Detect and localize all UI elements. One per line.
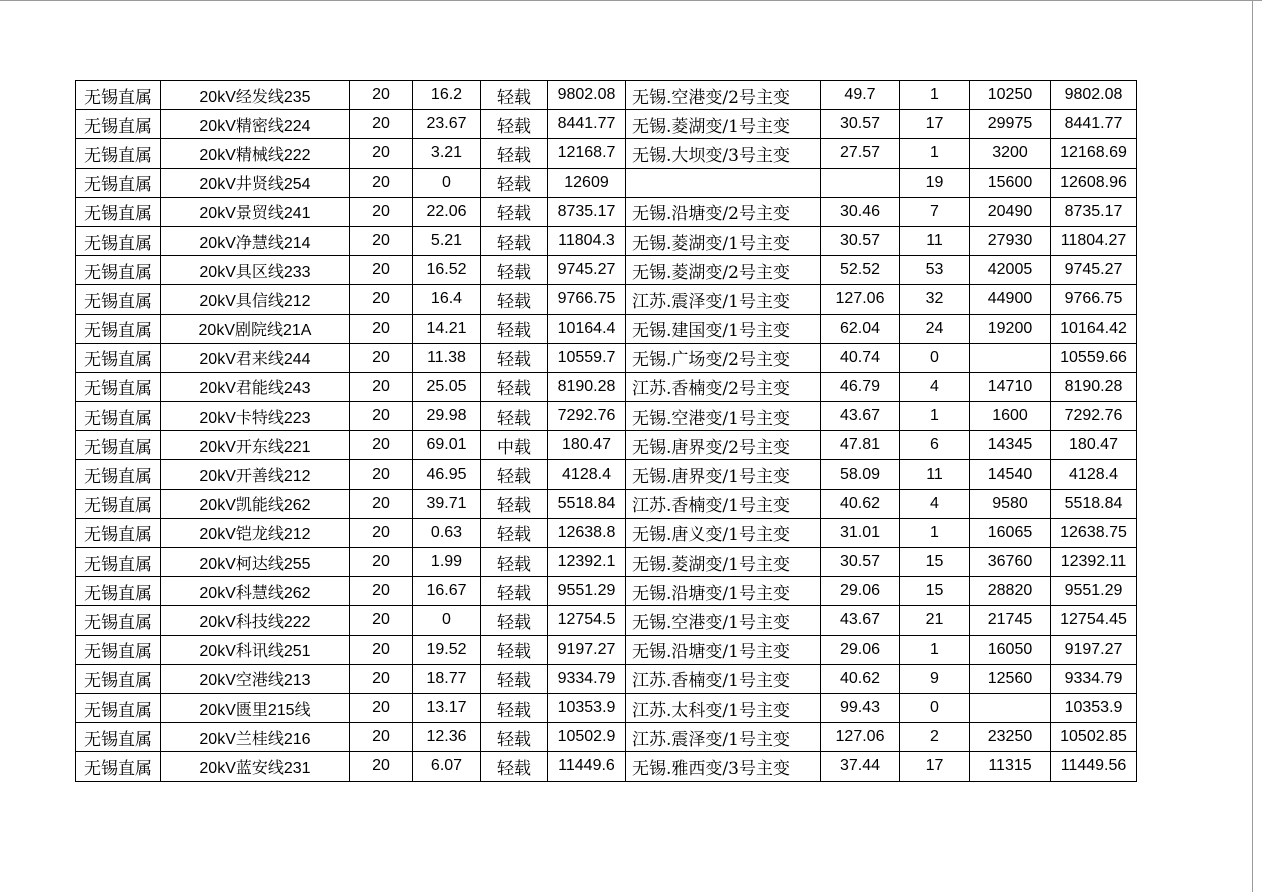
- load-status-cell[interactable]: 轻载: [481, 168, 548, 197]
- line-name-cell[interactable]: 20kV蓝安线231: [161, 752, 350, 781]
- line-name-cell[interactable]: 20kV开东线221: [161, 431, 350, 460]
- unit-cell[interactable]: 无锡直属: [76, 343, 161, 372]
- load-rate-cell[interactable]: 16.67: [413, 577, 481, 606]
- load-rate-cell[interactable]: 5.21: [413, 226, 481, 255]
- voltage-cell[interactable]: 20: [350, 489, 413, 518]
- load-status-cell[interactable]: 轻载: [481, 343, 548, 372]
- capacity-cell[interactable]: [970, 693, 1051, 722]
- voltage-cell[interactable]: 20: [350, 402, 413, 431]
- user-count-cell[interactable]: 11: [900, 226, 970, 255]
- margin-cell[interactable]: 10559.7: [548, 343, 626, 372]
- capacity-cell[interactable]: 36760: [970, 548, 1051, 577]
- user-count-cell[interactable]: 1: [900, 518, 970, 547]
- user-count-cell[interactable]: 19: [900, 168, 970, 197]
- load-rate-cell[interactable]: 18.77: [413, 664, 481, 693]
- voltage-cell[interactable]: 20: [350, 343, 413, 372]
- available-capacity-cell[interactable]: 12608.96: [1051, 168, 1137, 197]
- line-name-cell[interactable]: 20kV开善线212: [161, 460, 350, 489]
- capacity-cell[interactable]: 14540: [970, 460, 1051, 489]
- table-row: [76, 664, 1137, 693]
- user-count-cell[interactable]: 1: [900, 81, 970, 110]
- transformer-load-cell[interactable]: 43.67: [821, 402, 900, 431]
- transformer-load-cell[interactable]: 40.62: [821, 489, 900, 518]
- available-capacity-cell[interactable]: 9745.27: [1051, 256, 1137, 285]
- table-row: [76, 110, 1137, 139]
- voltage-cell[interactable]: 20: [350, 693, 413, 722]
- load-rate-cell[interactable]: 23.67: [413, 110, 481, 139]
- load-status-cell[interactable]: 轻载: [481, 139, 548, 168]
- margin-cell[interactable]: 4128.4: [548, 460, 626, 489]
- voltage-cell[interactable]: 20: [350, 431, 413, 460]
- voltage-cell[interactable]: 20: [350, 460, 413, 489]
- feeder-load-table: [75, 80, 1137, 782]
- unit-cell[interactable]: 无锡直属: [76, 548, 161, 577]
- available-capacity-cell[interactable]: 12168.69: [1051, 139, 1137, 168]
- margin-cell[interactable]: 10353.9: [548, 693, 626, 722]
- transformer-cell[interactable]: 无锡.沿塘变/1号主变: [626, 635, 821, 664]
- line-name-cell[interactable]: 20kV空港线213: [161, 664, 350, 693]
- line-name-cell[interactable]: 20kV君来线244: [161, 343, 350, 372]
- table-row: [76, 285, 1137, 314]
- user-count-cell[interactable]: 17: [900, 110, 970, 139]
- voltage-cell[interactable]: 20: [350, 548, 413, 577]
- capacity-cell[interactable]: 19200: [970, 314, 1051, 343]
- voltage-cell[interactable]: 20: [350, 168, 413, 197]
- load-rate-cell[interactable]: 0: [413, 606, 481, 635]
- transformer-cell[interactable]: 江苏.香楠变/1号主变: [626, 489, 821, 518]
- transformer-load-cell[interactable]: 127.06: [821, 723, 900, 752]
- transformer-load-cell[interactable]: 40.62: [821, 664, 900, 693]
- available-capacity-cell[interactable]: 9766.75: [1051, 285, 1137, 314]
- available-capacity-cell[interactable]: 10502.85: [1051, 723, 1137, 752]
- voltage-cell[interactable]: 20: [350, 606, 413, 635]
- load-status-cell[interactable]: 轻载: [481, 664, 548, 693]
- table-body: [76, 81, 1137, 782]
- user-count-cell[interactable]: 1: [900, 402, 970, 431]
- unit-cell[interactable]: 无锡直属: [76, 723, 161, 752]
- load-rate-cell[interactable]: 46.95: [413, 460, 481, 489]
- line-name-cell[interactable]: 20kV柯达线255: [161, 548, 350, 577]
- transformer-cell[interactable]: 无锡.空港变/1号主变: [626, 606, 821, 635]
- load-rate-cell[interactable]: 25.05: [413, 372, 481, 401]
- margin-cell[interactable]: 9766.75: [548, 285, 626, 314]
- available-capacity-cell[interactable]: 12638.75: [1051, 518, 1137, 547]
- load-status-cell[interactable]: 轻载: [481, 402, 548, 431]
- line-name-cell[interactable]: 20kV精械线222: [161, 139, 350, 168]
- line-name-cell[interactable]: 20kV剧院线21A: [161, 314, 350, 343]
- unit-cell[interactable]: 无锡直属: [76, 285, 161, 314]
- capacity-cell[interactable]: 28820: [970, 577, 1051, 606]
- load-status-cell[interactable]: 轻载: [481, 314, 548, 343]
- transformer-load-cell[interactable]: 62.04: [821, 314, 900, 343]
- margin-cell[interactable]: 9334.79: [548, 664, 626, 693]
- table-row: [76, 226, 1137, 255]
- margin-cell[interactable]: 8441.77: [548, 110, 626, 139]
- line-name-cell[interactable]: 20kV铠龙线212: [161, 518, 350, 547]
- capacity-cell[interactable]: 44900: [970, 285, 1051, 314]
- transformer-cell[interactable]: 无锡.唐界变/1号主变: [626, 460, 821, 489]
- voltage-cell[interactable]: 20: [350, 81, 413, 110]
- unit-cell[interactable]: 无锡直属: [76, 197, 161, 226]
- capacity-cell[interactable]: 21745: [970, 606, 1051, 635]
- capacity-cell[interactable]: 27930: [970, 226, 1051, 255]
- load-rate-cell[interactable]: 11.38: [413, 343, 481, 372]
- load-rate-cell[interactable]: 0: [413, 168, 481, 197]
- page-right-border: [1252, 0, 1253, 892]
- user-count-cell[interactable]: 1: [900, 635, 970, 664]
- user-count-cell[interactable]: 9: [900, 664, 970, 693]
- load-rate-cell[interactable]: 29.98: [413, 402, 481, 431]
- transformer-cell[interactable]: [626, 168, 821, 197]
- load-rate-cell[interactable]: 13.17: [413, 693, 481, 722]
- available-capacity-cell[interactable]: 10559.66: [1051, 343, 1137, 372]
- unit-cell[interactable]: 无锡直属: [76, 635, 161, 664]
- available-capacity-cell[interactable]: 8441.77: [1051, 110, 1137, 139]
- unit-cell[interactable]: 无锡直属: [76, 460, 161, 489]
- margin-cell[interactable]: 12754.5: [548, 606, 626, 635]
- unit-cell[interactable]: 无锡直属: [76, 139, 161, 168]
- load-status-cell[interactable]: 轻载: [481, 81, 548, 110]
- table-row: [76, 168, 1137, 197]
- margin-cell[interactable]: 12168.7: [548, 139, 626, 168]
- load-rate-cell[interactable]: 1.99: [413, 548, 481, 577]
- voltage-cell[interactable]: 20: [350, 577, 413, 606]
- page-top-border: [0, 0, 1262, 1]
- capacity-cell[interactable]: 14710: [970, 372, 1051, 401]
- margin-cell[interactable]: 9551.29: [548, 577, 626, 606]
- voltage-cell[interactable]: 20: [350, 314, 413, 343]
- margin-cell[interactable]: 10164.4: [548, 314, 626, 343]
- load-status-cell[interactable]: 轻载: [481, 285, 548, 314]
- load-status-cell[interactable]: 轻载: [481, 752, 548, 781]
- margin-cell[interactable]: 12609: [548, 168, 626, 197]
- transformer-cell[interactable]: 无锡.雅西变/3号主变: [626, 752, 821, 781]
- user-count-cell[interactable]: 0: [900, 343, 970, 372]
- available-capacity-cell[interactable]: 9334.79: [1051, 664, 1137, 693]
- user-count-cell[interactable]: 2: [900, 723, 970, 752]
- table-row: [76, 635, 1137, 664]
- transformer-load-cell[interactable]: 29.06: [821, 577, 900, 606]
- transformer-load-cell[interactable]: 46.79: [821, 372, 900, 401]
- load-rate-cell[interactable]: 69.01: [413, 431, 481, 460]
- available-capacity-cell[interactable]: 12754.45: [1051, 606, 1137, 635]
- transformer-load-cell[interactable]: 30.46: [821, 197, 900, 226]
- transformer-cell[interactable]: 无锡.唐界变/2号主变: [626, 431, 821, 460]
- transformer-cell[interactable]: 无锡.空港变/1号主变: [626, 402, 821, 431]
- capacity-cell[interactable]: 20490: [970, 197, 1051, 226]
- transformer-cell[interactable]: 无锡.菱湖变/1号主变: [626, 548, 821, 577]
- available-capacity-cell[interactable]: 9802.08: [1051, 81, 1137, 110]
- transformer-load-cell[interactable]: 40.74: [821, 343, 900, 372]
- voltage-cell[interactable]: 20: [350, 226, 413, 255]
- voltage-cell[interactable]: 20: [350, 664, 413, 693]
- capacity-cell[interactable]: 23250: [970, 723, 1051, 752]
- margin-cell[interactable]: 12638.8: [548, 518, 626, 547]
- available-capacity-cell[interactable]: 4128.4: [1051, 460, 1137, 489]
- capacity-cell[interactable]: 15600: [970, 168, 1051, 197]
- margin-cell[interactable]: 9802.08: [548, 81, 626, 110]
- table-row: [76, 402, 1137, 431]
- table-row: [76, 489, 1137, 518]
- transformer-cell[interactable]: 无锡.菱湖变/2号主变: [626, 256, 821, 285]
- unit-cell[interactable]: 无锡直属: [76, 489, 161, 518]
- load-rate-cell[interactable]: 12.36: [413, 723, 481, 752]
- transformer-cell[interactable]: 无锡.空港变/2号主变: [626, 81, 821, 110]
- transformer-load-cell[interactable]: 29.06: [821, 635, 900, 664]
- load-rate-cell[interactable]: 16.4: [413, 285, 481, 314]
- capacity-cell[interactable]: 16050: [970, 635, 1051, 664]
- load-status-cell[interactable]: 轻载: [481, 372, 548, 401]
- load-status-cell[interactable]: 轻载: [481, 606, 548, 635]
- load-status-cell[interactable]: 轻载: [481, 256, 548, 285]
- unit-cell[interactable]: 无锡直属: [76, 168, 161, 197]
- load-status-cell[interactable]: 轻载: [481, 460, 548, 489]
- load-rate-cell[interactable]: 6.07: [413, 752, 481, 781]
- available-capacity-cell[interactable]: 8190.28: [1051, 372, 1137, 401]
- voltage-cell[interactable]: 20: [350, 518, 413, 547]
- margin-cell[interactable]: 9197.27: [548, 635, 626, 664]
- line-name-cell[interactable]: 20kV科技线222: [161, 606, 350, 635]
- margin-cell[interactable]: 10502.9: [548, 723, 626, 752]
- line-name-cell[interactable]: 20kV经发线235: [161, 81, 350, 110]
- capacity-cell[interactable]: 14345: [970, 431, 1051, 460]
- table-row: [76, 431, 1137, 460]
- line-name-cell[interactable]: 20kV兰桂线216: [161, 723, 350, 752]
- unit-cell[interactable]: 无锡直属: [76, 256, 161, 285]
- load-status-cell[interactable]: 轻载: [481, 723, 548, 752]
- voltage-cell[interactable]: 20: [350, 372, 413, 401]
- transformer-load-cell[interactable]: 27.57: [821, 139, 900, 168]
- unit-cell[interactable]: 无锡直属: [76, 402, 161, 431]
- margin-cell[interactable]: 9745.27: [548, 256, 626, 285]
- capacity-cell[interactable]: 3200: [970, 139, 1051, 168]
- unit-cell[interactable]: 无锡直属: [76, 372, 161, 401]
- load-status-cell[interactable]: 轻载: [481, 197, 548, 226]
- available-capacity-cell[interactable]: 9197.27: [1051, 635, 1137, 664]
- transformer-load-cell[interactable]: 127.06: [821, 285, 900, 314]
- line-name-cell[interactable]: 20kV匮里215线: [161, 693, 350, 722]
- unit-cell[interactable]: 无锡直属: [76, 577, 161, 606]
- load-rate-cell[interactable]: 14.21: [413, 314, 481, 343]
- transformer-cell[interactable]: 江苏.香楠变/1号主变: [626, 664, 821, 693]
- table-row: [76, 577, 1137, 606]
- unit-cell[interactable]: 无锡直属: [76, 752, 161, 781]
- capacity-cell[interactable]: 11315: [970, 752, 1051, 781]
- transformer-cell[interactable]: 无锡.大坝变/3号主变: [626, 139, 821, 168]
- transformer-load-cell[interactable]: 31.01: [821, 518, 900, 547]
- transformer-cell[interactable]: 无锡.菱湖变/1号主变: [626, 110, 821, 139]
- unit-cell[interactable]: 无锡直属: [76, 693, 161, 722]
- transformer-load-cell[interactable]: 37.44: [821, 752, 900, 781]
- user-count-cell[interactable]: 24: [900, 314, 970, 343]
- transformer-cell[interactable]: 无锡.沿塘变/2号主变: [626, 197, 821, 226]
- unit-cell[interactable]: 无锡直属: [76, 518, 161, 547]
- transformer-load-cell[interactable]: 49.7: [821, 81, 900, 110]
- user-count-cell[interactable]: 15: [900, 577, 970, 606]
- transformer-load-cell[interactable]: 30.57: [821, 548, 900, 577]
- voltage-cell[interactable]: 20: [350, 635, 413, 664]
- line-name-cell[interactable]: 20kV凯能线262: [161, 489, 350, 518]
- available-capacity-cell[interactable]: 10164.42: [1051, 314, 1137, 343]
- table-row: [76, 518, 1137, 547]
- table-row: [76, 139, 1137, 168]
- unit-cell[interactable]: 无锡直属: [76, 664, 161, 693]
- transformer-load-cell[interactable]: 30.57: [821, 226, 900, 255]
- transformer-load-cell[interactable]: 30.57: [821, 110, 900, 139]
- available-capacity-cell[interactable]: 12392.11: [1051, 548, 1137, 577]
- line-name-cell[interactable]: 20kV井贤线254: [161, 168, 350, 197]
- transformer-cell[interactable]: 无锡.唐义变/1号主变: [626, 518, 821, 547]
- available-capacity-cell[interactable]: 5518.84: [1051, 489, 1137, 518]
- user-count-cell[interactable]: 1: [900, 139, 970, 168]
- table-row: [76, 723, 1137, 752]
- user-count-cell[interactable]: 32: [900, 285, 970, 314]
- transformer-load-cell[interactable]: 47.81: [821, 431, 900, 460]
- load-rate-cell[interactable]: 16.52: [413, 256, 481, 285]
- table-row: [76, 606, 1137, 635]
- line-name-cell[interactable]: 20kV具区线233: [161, 256, 350, 285]
- unit-cell[interactable]: 无锡直属: [76, 314, 161, 343]
- user-count-cell[interactable]: 21: [900, 606, 970, 635]
- margin-cell[interactable]: 12392.1: [548, 548, 626, 577]
- available-capacity-cell[interactable]: 11804.27: [1051, 226, 1137, 255]
- capacity-cell[interactable]: 1600: [970, 402, 1051, 431]
- margin-cell[interactable]: 11804.3: [548, 226, 626, 255]
- load-rate-cell[interactable]: 16.2: [413, 81, 481, 110]
- line-name-cell[interactable]: 20kV精密线224: [161, 110, 350, 139]
- voltage-cell[interactable]: 20: [350, 723, 413, 752]
- line-name-cell[interactable]: 20kV净慧线214: [161, 226, 350, 255]
- available-capacity-cell[interactable]: 8735.17: [1051, 197, 1137, 226]
- user-count-cell[interactable]: 15: [900, 548, 970, 577]
- transformer-load-cell[interactable]: 52.52: [821, 256, 900, 285]
- load-status-cell[interactable]: 轻载: [481, 635, 548, 664]
- voltage-cell[interactable]: 20: [350, 256, 413, 285]
- capacity-cell[interactable]: 16065: [970, 518, 1051, 547]
- line-name-cell[interactable]: 20kV具信线212: [161, 285, 350, 314]
- load-status-cell[interactable]: 轻载: [481, 489, 548, 518]
- load-status-cell[interactable]: 轻载: [481, 548, 548, 577]
- table-row: [76, 693, 1137, 722]
- unit-cell[interactable]: 无锡直属: [76, 81, 161, 110]
- load-status-cell[interactable]: 轻载: [481, 693, 548, 722]
- user-count-cell[interactable]: 4: [900, 372, 970, 401]
- capacity-cell[interactable]: 29975: [970, 110, 1051, 139]
- available-capacity-cell[interactable]: 11449.56: [1051, 752, 1137, 781]
- table-row: [76, 752, 1137, 781]
- transformer-cell[interactable]: 江苏.香楠变/2号主变: [626, 372, 821, 401]
- capacity-cell[interactable]: 10250: [970, 81, 1051, 110]
- capacity-cell[interactable]: 12560: [970, 664, 1051, 693]
- load-status-cell[interactable]: 轻载: [481, 110, 548, 139]
- table-row: [76, 197, 1137, 226]
- transformer-load-cell[interactable]: 99.43: [821, 693, 900, 722]
- line-name-cell[interactable]: 20kV君能线243: [161, 372, 350, 401]
- margin-cell[interactable]: 11449.6: [548, 752, 626, 781]
- voltage-cell[interactable]: 20: [350, 139, 413, 168]
- transformer-load-cell[interactable]: 58.09: [821, 460, 900, 489]
- voltage-cell[interactable]: 20: [350, 110, 413, 139]
- unit-cell[interactable]: 无锡直属: [76, 606, 161, 635]
- unit-cell[interactable]: 无锡直属: [76, 431, 161, 460]
- load-rate-cell[interactable]: 3.21: [413, 139, 481, 168]
- table-row: [76, 548, 1137, 577]
- transformer-cell[interactable]: 无锡.沿塘变/1号主变: [626, 577, 821, 606]
- user-count-cell[interactable]: 11: [900, 460, 970, 489]
- voltage-cell[interactable]: 20: [350, 285, 413, 314]
- load-rate-cell[interactable]: 0.63: [413, 518, 481, 547]
- user-count-cell[interactable]: 4: [900, 489, 970, 518]
- transformer-cell[interactable]: 无锡.菱湖变/1号主变: [626, 226, 821, 255]
- transformer-load-cell[interactable]: [821, 168, 900, 197]
- line-name-cell[interactable]: 20kV科讯线251: [161, 635, 350, 664]
- table-row: [76, 460, 1137, 489]
- table-row: [76, 314, 1137, 343]
- margin-cell[interactable]: 180.47: [548, 431, 626, 460]
- load-status-cell[interactable]: 轻载: [481, 577, 548, 606]
- unit-cell[interactable]: 无锡直属: [76, 226, 161, 255]
- voltage-cell[interactable]: 20: [350, 752, 413, 781]
- available-capacity-cell[interactable]: 10353.9: [1051, 693, 1137, 722]
- transformer-cell[interactable]: 无锡.建国变/1号主变: [626, 314, 821, 343]
- load-status-cell[interactable]: 轻载: [481, 518, 548, 547]
- table-row: [76, 81, 1137, 110]
- margin-cell[interactable]: 8190.28: [548, 372, 626, 401]
- available-capacity-cell[interactable]: 180.47: [1051, 431, 1137, 460]
- line-name-cell[interactable]: 20kV景贸线241: [161, 197, 350, 226]
- load-status-cell[interactable]: 轻载: [481, 226, 548, 255]
- capacity-cell[interactable]: [970, 343, 1051, 372]
- user-count-cell[interactable]: 0: [900, 693, 970, 722]
- table-row: [76, 343, 1137, 372]
- capacity-cell[interactable]: 9580: [970, 489, 1051, 518]
- table-row: [76, 256, 1137, 285]
- user-count-cell[interactable]: 6: [900, 431, 970, 460]
- capacity-cell[interactable]: 42005: [970, 256, 1051, 285]
- transformer-cell[interactable]: 江苏.太科变/1号主变: [626, 693, 821, 722]
- load-rate-cell[interactable]: 22.06: [413, 197, 481, 226]
- load-status-cell[interactable]: 中载: [481, 431, 548, 460]
- load-rate-cell[interactable]: 19.52: [413, 635, 481, 664]
- available-capacity-cell[interactable]: 9551.29: [1051, 577, 1137, 606]
- transformer-cell[interactable]: 江苏.震泽变/1号主变: [626, 723, 821, 752]
- line-name-cell[interactable]: 20kV卡特线223: [161, 402, 350, 431]
- margin-cell[interactable]: 5518.84: [548, 489, 626, 518]
- user-count-cell[interactable]: 53: [900, 256, 970, 285]
- transformer-load-cell[interactable]: 43.67: [821, 606, 900, 635]
- unit-cell[interactable]: 无锡直属: [76, 110, 161, 139]
- line-name-cell[interactable]: 20kV科慧线262: [161, 577, 350, 606]
- transformer-cell[interactable]: 江苏.震泽变/1号主变: [626, 285, 821, 314]
- load-rate-cell[interactable]: 39.71: [413, 489, 481, 518]
- voltage-cell[interactable]: 20: [350, 197, 413, 226]
- available-capacity-cell[interactable]: 7292.76: [1051, 402, 1137, 431]
- transformer-cell[interactable]: 无锡.广场变/2号主变: [626, 343, 821, 372]
- user-count-cell[interactable]: 17: [900, 752, 970, 781]
- margin-cell[interactable]: 7292.76: [548, 402, 626, 431]
- table-row: [76, 372, 1137, 401]
- user-count-cell[interactable]: 7: [900, 197, 970, 226]
- margin-cell[interactable]: 8735.17: [548, 197, 626, 226]
